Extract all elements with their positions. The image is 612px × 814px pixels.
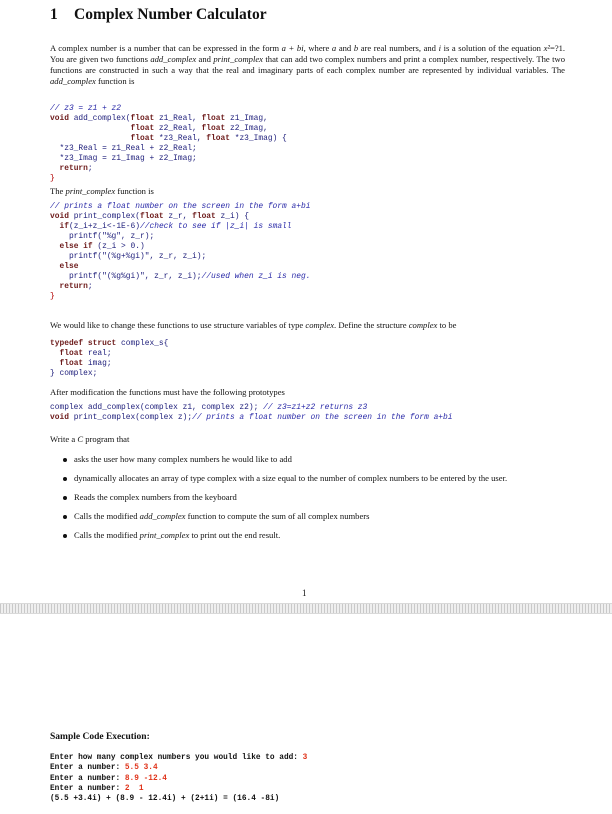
fn-print-complex: print_complex: [213, 54, 264, 64]
sample-execution-output: Enter how many complex numbers you would like to add: 3 Enter a number: 5.5 3.4 Enter a number: 8.9 -12.4 Enter a number: 2 1 (5.5 +3.4i) + (8.9 - 12.4i) + (2+1i) = (16.4 -8i): [50, 754, 308, 804]
print-complex-intro: The print_complex function is: [50, 186, 154, 196]
task-intro: Write a C program that: [50, 434, 130, 444]
struct-intro: We would like to change these functions to use structure variables of type complex. Define the structure complex to be: [50, 320, 457, 330]
section-title-text: Complex Number Calculator: [74, 6, 267, 23]
code-block-print-complex: // prints a float number on the screen in the form a+bi void print_complex(float z_r, float z_i) { if(z_i+z_i<-1E-6)//check to see if |z_i| is small printf("%g", z_r); else if (z_i > 0.) printf("(%g+%gi)", z_r, z_i); else printf("(%g%gi)", z_r, z_i);//used when z_i is neg. return; }: [50, 202, 311, 301]
prototype-intro: After modification the functions must have the following prototypes: [50, 387, 285, 397]
math-form: a + bi: [281, 43, 304, 53]
section-title: [50, 6, 267, 24]
list-item: Reads the complex numbers from the keyboard: [50, 492, 565, 503]
page-divider: [0, 603, 612, 614]
requirements-list: [50, 454, 565, 549]
code-block-add-complex: // z3 = z1 + z2 void add_complex(float z1_Real, float z1_Imag, float z2_Real, float z2_Imag, float *z3_Real, float *z3_Imag) { *z3_Real = z1_Real + z2_Real; *z3_Imag = z1_Imag + z2_Imag; return; }: [50, 104, 287, 183]
fn-add-complex: add_complex: [150, 54, 197, 64]
list-item: Calls the modified add_complex function to compute the sum of all complex numbers: [50, 511, 565, 522]
code-block-struct: typedef struct complex_s{ float real; float imag; } complex;: [50, 339, 169, 378]
intro-paragraph: A complex number is a number that can be expressed in the form a + bi, where a and b are real numbers, and i is a solution of the equation x²=?1. You are given two functions add_complex and print_complex that can add two complex numbers and print a complex number, respectively. The two functions are constructed in such a way that the real and imaginary parts of each complex number are represented by individual variables. The add_complex function is: [50, 43, 566, 86]
sample-execution-title: Sample Code Execution:: [50, 732, 150, 742]
list-item: dynamically allocates an array of type complex with a size equal to the number of complex numbers to be entered by the user.: [50, 473, 565, 484]
list-item: Calls the modified print_complex to print out the end result.: [50, 530, 565, 541]
code-block-prototypes: complex add_complex(complex z1, complex z2); // z3=z1+z2 returns z3 void print_complex(complex z);// prints a float number on the screen in the form a+bi: [50, 403, 453, 422]
section-number: 1: [50, 6, 58, 23]
page-number: 1: [302, 588, 307, 598]
list-item: asks the user how many complex numbers he would like to add: [50, 454, 565, 465]
